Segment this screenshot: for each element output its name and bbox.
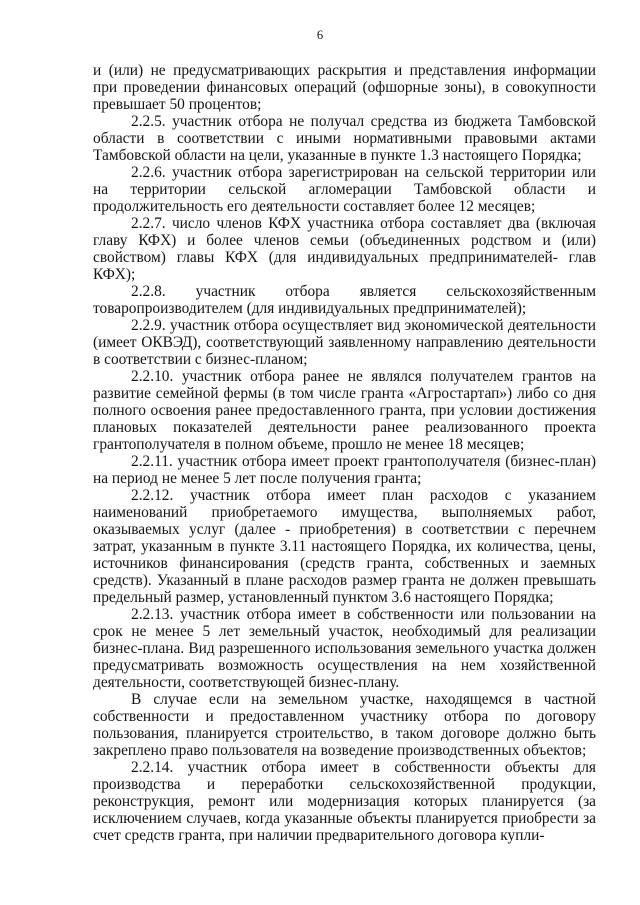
document-body [93,62,596,844]
paragraph-continuation: и (или) не предусматривающих раскрытия и представления информации при проведении финансовых операций (офшорные зоны), в совокупности превышает 50 процентов; [93,62,596,113]
paragraph-2-2-14: 2.2.14. участник отбора имеет в собственности объекты для производства и переработки сельскохозяйственной продукции, реконструкция, ремонт или модернизация которых планируется (за исключением случаев, когда указанные объекты планируется приобрести за счет средств гранта, при наличии предварительного договора купли- [93,759,596,844]
page-number: 6 [316,28,324,42]
paragraph-2-2-13: 2.2.13. участник отбора имеет в собственности или пользовании на срок не менее 5 лет земельный участок, необходимый для реализации бизнес-плана. Вид разрешенного использования земельного участка должен предусматривать возможность осуществления на нем хозяйственной деятельности, соответствующей бизнес-плану. [93,606,596,691]
paragraph-2-2-5: 2.2.5. участник отбора не получал средства из бюджета Тамбовской области в соответствии с иными нормативными правовыми актами Тамбовской области на цели, указанные в пункте 1.3 настоящего Порядка; [93,113,596,164]
paragraph-2-2-9: 2.2.9. участник отбора осуществляет вид экономической деятельности (имеет ОКВЭД), соответствующий заявленному направлению деятельности в соответствии с бизнес-планом; [93,317,596,368]
paragraph-2-2-6: 2.2.6. участник отбора зарегистрирован на сельской территории или на территории сельской агломерации Тамбовской области и продолжительность его деятельности составляет более 12 месяцев; [93,164,596,215]
paragraph-2-2-8: 2.2.8. участник отбора является сельскохозяйственным товаропроизводителем (для индивидуальных предпринимателей); [93,283,596,317]
paragraph-2-2-7: 2.2.7. число членов КФХ участника отбора составляет два (включая главу КФХ) и более членов семьи (объединенных родством и (или) свойством) главы КФХ (для индивидуальных предпринимателей- глав КФХ); [93,215,596,283]
paragraph-2-2-11: 2.2.11. участник отбора имеет проект грантополучателя (бизнес-план) на период не менее 5 лет после получения гранта; [93,453,596,487]
paragraph-2-2-10: 2.2.10. участник отбора ранее не являлся получателем грантов на развитие семейной фермы (в том числе гранта «Агростартап») либо со дня полного освоения ранее предоставленного гранта, при условии достижения плановых показателей деятельности ранее реализованного проекта грантополучателя в полном объеме, прошло не менее 18 месяцев; [93,368,596,453]
paragraph-land-use-case: В случае если на земельном участке, находящемся в частной собственности и предоставленном участнику отбора по договору пользования, планируется строительство, в таком договоре должно быть закреплено право пользователя на возведение производственных объектов; [93,691,596,759]
paragraph-2-2-12: 2.2.12. участник отбора имеет план расходов с указанием наименований приобретаемого имущества, выполняемых работ, оказываемых услуг (далее - приобретения) в соответствии с перечнем затрат, указанным в пункте 3.11 настоящего Порядка, их количества, цены, источников финансирования (средств гранта, собственных и заемных средств). Указанный в плане расходов размер гранта не должен превышать предельный размер, установленный пунктом 3.6 настоящего Порядка; [93,487,596,606]
